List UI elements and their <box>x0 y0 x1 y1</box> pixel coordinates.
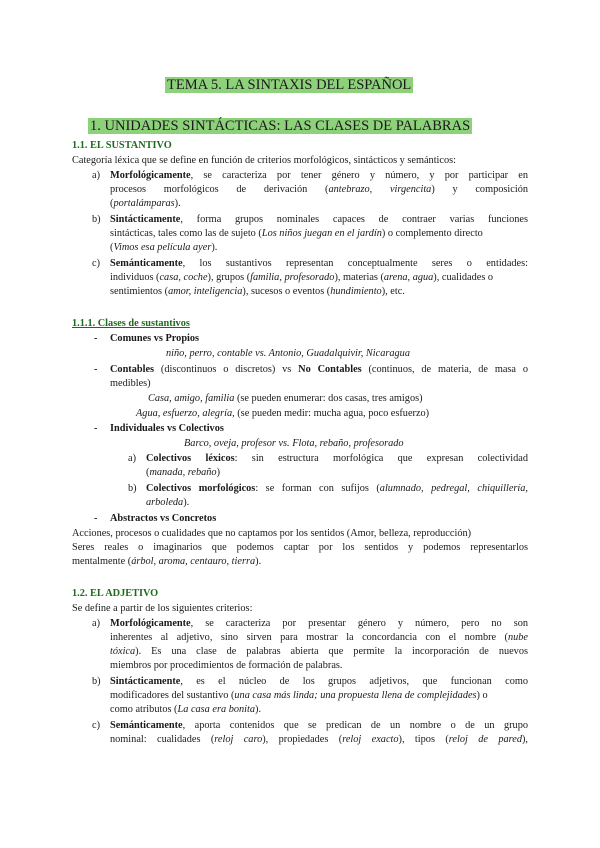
term-bold: Sintácticamente <box>110 676 181 687</box>
text: como atributos ( <box>110 704 178 715</box>
list-marker: a) <box>92 618 100 629</box>
example-italic: La casa era bonita <box>177 704 256 715</box>
example-italic: arboleda <box>146 497 184 508</box>
text: sintácticas, tales como las de sujeto ( <box>110 228 262 239</box>
term-bold: Semánticamente <box>110 720 183 731</box>
adjetivo-b-line-3 <box>110 703 261 717</box>
bullet-dash: - <box>94 333 98 344</box>
text: ). <box>183 497 190 508</box>
term-bold: Colectivos léxicos <box>146 453 235 464</box>
text: ) <box>216 467 220 478</box>
text: , aporta contenidos que se predican de un nombre o de un grupo <box>182 720 528 731</box>
term-bold: Morfológicamente <box>110 618 191 629</box>
abstractos-line-1: Acciones, procesos o cualidades que no captamos por los sentidos (Amor, belleza, reproducción) <box>72 528 472 539</box>
example-italic: reloj caro <box>214 734 263 745</box>
sustantivo-c-line-1 <box>110 257 528 271</box>
bullet-dash: - <box>94 513 98 524</box>
sustantivo-a-line-3 <box>110 197 181 211</box>
example-italic: Los niños juegan en el jardín <box>261 228 382 239</box>
example-italic: amor, inteligencia <box>168 286 243 297</box>
subsubsection-heading-clases: 1.1.1. Clases de sustantivos <box>72 318 190 329</box>
comunes-heading: Comunes vs Propios <box>110 333 200 344</box>
term-bold: Contables <box>110 364 155 375</box>
colectivos-a-line-2 <box>146 466 220 480</box>
text: ), propiedades ( <box>262 734 343 745</box>
title-highlight: TEMA 5. LA SINTAXIS DEL ESPAÑOL <box>167 77 412 93</box>
individuales-heading: Individuales vs Colectivos <box>110 423 224 434</box>
adjetivo-a-line-4: miembros por procedimientos de formación de palabras. <box>110 660 343 671</box>
list-marker: c) <box>92 720 100 731</box>
text: : sin estructura morfológica que expresan colectividad <box>234 453 528 464</box>
text: ), tipos ( <box>398 734 449 745</box>
abstractos-line-2: Seres reales o imaginarios que podemos captar por los sentidos y podemos representarlos <box>72 542 528 553</box>
text: , los sustantivos representan conceptualmente seres o entidades: <box>182 258 528 269</box>
contables-line-1 <box>110 363 528 377</box>
document-title <box>165 76 413 94</box>
text: : se forman con sufijos ( <box>255 483 380 494</box>
text: ). <box>211 242 218 253</box>
adjetivo-a-line-1 <box>110 617 528 631</box>
contables-example-1 <box>148 392 423 406</box>
term-bold: Morfológicamente <box>110 170 191 181</box>
individuales-examples: Barco, oveja, profesor vs. Flota, rebaño, profesorado <box>184 438 404 449</box>
text: nominal: cualidades ( <box>110 734 215 745</box>
text: ). Es una clase de palabras abierta que permite la incorporación de nuevos <box>135 646 528 657</box>
text: , es el núcleo de los grupos adjetivos, que funcionan como <box>180 676 528 687</box>
text: modificadores del sustantivo ( <box>110 690 235 701</box>
text: ( <box>110 198 114 209</box>
example-italic: reloj exacto <box>342 734 399 745</box>
term-bold: No Contables <box>298 364 362 375</box>
example-italic: una casa más linda; una propuesta llena de complejidades <box>234 690 477 701</box>
sustantivo-a-line-2 <box>110 183 528 197</box>
text: , (se pueden medir: mucha agua, poco esfuerzo) <box>232 408 430 419</box>
sustantivo-b-line-1 <box>110 213 528 227</box>
comunes-examples: niño, perro, contable vs. Antonio, Guadalquivir, Nicaragua <box>166 348 410 359</box>
text: sentimientos ( <box>110 286 169 297</box>
example-italic: tóxica <box>110 646 136 657</box>
term-bold: Colectivos morfológicos <box>146 483 256 494</box>
adjetivo-intro: Se define a partir de los siguientes criterios: <box>72 603 253 614</box>
text: ), cualidades o <box>433 272 494 283</box>
abstractos-line-3 <box>72 555 261 569</box>
text: (discontinuos o discretos) vs <box>154 364 299 375</box>
sustantivo-c-line-3 <box>110 285 405 299</box>
example-italic: arena, agua <box>383 272 434 283</box>
list-marker: a) <box>92 170 100 181</box>
text: ) o complemento directo <box>381 228 483 239</box>
list-marker: b) <box>92 214 101 225</box>
text: ), sucesos o eventos ( <box>242 286 331 297</box>
example-italic: árbol, aroma, centauro, tierra <box>131 556 256 567</box>
text: , se caracteriza por presentar género y número, pero no son <box>190 618 528 629</box>
sustantivo-b-line-3 <box>110 241 217 255</box>
bullet-dash: - <box>94 423 98 434</box>
term-bold: Sintácticamente <box>110 214 181 225</box>
text: ). <box>255 704 262 715</box>
list-marker: b) <box>92 676 101 687</box>
text: ). <box>174 198 181 209</box>
contables-example-2 <box>136 407 429 421</box>
text: (se pueden enumerar: dos casas, tres amigos) <box>234 393 423 404</box>
example-italic: alumnado, pedregal, chiquillería, <box>379 483 528 494</box>
adjetivo-b-line-2 <box>110 689 488 703</box>
sustantivo-b-line-2 <box>110 227 483 241</box>
text: inherentes al adjetivo, sino sirven para mostrar la concordancia con el nombre ( <box>110 632 508 643</box>
list-marker: b) <box>128 483 137 494</box>
text: individuos ( <box>110 272 160 283</box>
list-marker: a) <box>128 453 136 464</box>
example-italic: Casa, amigo, familia <box>148 393 235 404</box>
adjetivo-a-line-3 <box>110 645 528 659</box>
example-italic: familia, profesorado <box>250 272 335 283</box>
subsection-heading-adjetivo: 1.2. EL ADJETIVO <box>72 588 159 599</box>
colectivos-b-line-1 <box>146 482 528 496</box>
text: ) y composición <box>431 184 528 195</box>
text: ( <box>146 467 150 478</box>
sustantivo-intro: Categoría léxica que se define en función de criterios morfológicos, sintácticos y semánticos: <box>72 155 457 166</box>
text: mentalmente ( <box>72 556 132 567</box>
text: , forma grupos nominales capaces de contraer varias funciones <box>180 214 528 225</box>
colectivos-b-line-2 <box>146 496 189 510</box>
example-italic: Vimos esa película ayer <box>113 242 212 253</box>
adjetivo-b-line-1 <box>110 675 528 689</box>
example-italic: manada, rebaño <box>149 467 217 478</box>
example-italic: hundimiento <box>330 286 382 297</box>
subsection-heading-sustantivo: 1.1. EL SUSTANTIVO <box>72 140 172 151</box>
list-marker: c) <box>92 258 100 269</box>
example-italic: nube <box>507 632 528 643</box>
text: procesos morfológicos de derivación ( <box>110 184 329 195</box>
text: ( <box>110 242 114 253</box>
example-italic: portalámparas <box>113 198 175 209</box>
abstractos-heading: Abstractos vs Concretos <box>110 513 217 524</box>
colectivos-a-line-1 <box>146 452 528 466</box>
text: ), etc. <box>381 286 405 297</box>
text: ) o <box>476 690 488 701</box>
example-italic: antebrazo, virgencita <box>328 184 432 195</box>
contables-line-2: medibles) <box>110 378 151 389</box>
adjetivo-a-line-2 <box>110 631 528 645</box>
bullet-dash: - <box>94 364 98 375</box>
text: ), grupos ( <box>207 272 251 283</box>
sustantivo-a-line-1 <box>110 169 528 183</box>
example-italic: reloj de pared <box>448 734 522 745</box>
example-italic: casa, coche <box>159 272 208 283</box>
text: , se caracteriza por tener género y número, y por participar en <box>190 170 528 181</box>
text: ), <box>522 734 529 745</box>
text: ). <box>255 556 262 567</box>
term-bold: Semánticamente <box>110 258 183 269</box>
adjetivo-c-line-2 <box>110 733 528 747</box>
section-heading-highlight: 1. UNIDADES SINTÁCTICAS: LAS CLASES DE PALABRAS <box>90 118 471 134</box>
section-heading <box>88 117 472 135</box>
text: (continuos, de materia, de masa o <box>361 364 528 375</box>
adjetivo-c-line-1 <box>110 719 528 733</box>
text: ), materias ( <box>334 272 384 283</box>
example-italic: Agua, esfuerzo, alegría <box>136 408 233 419</box>
sustantivo-c-line-2 <box>110 271 493 285</box>
